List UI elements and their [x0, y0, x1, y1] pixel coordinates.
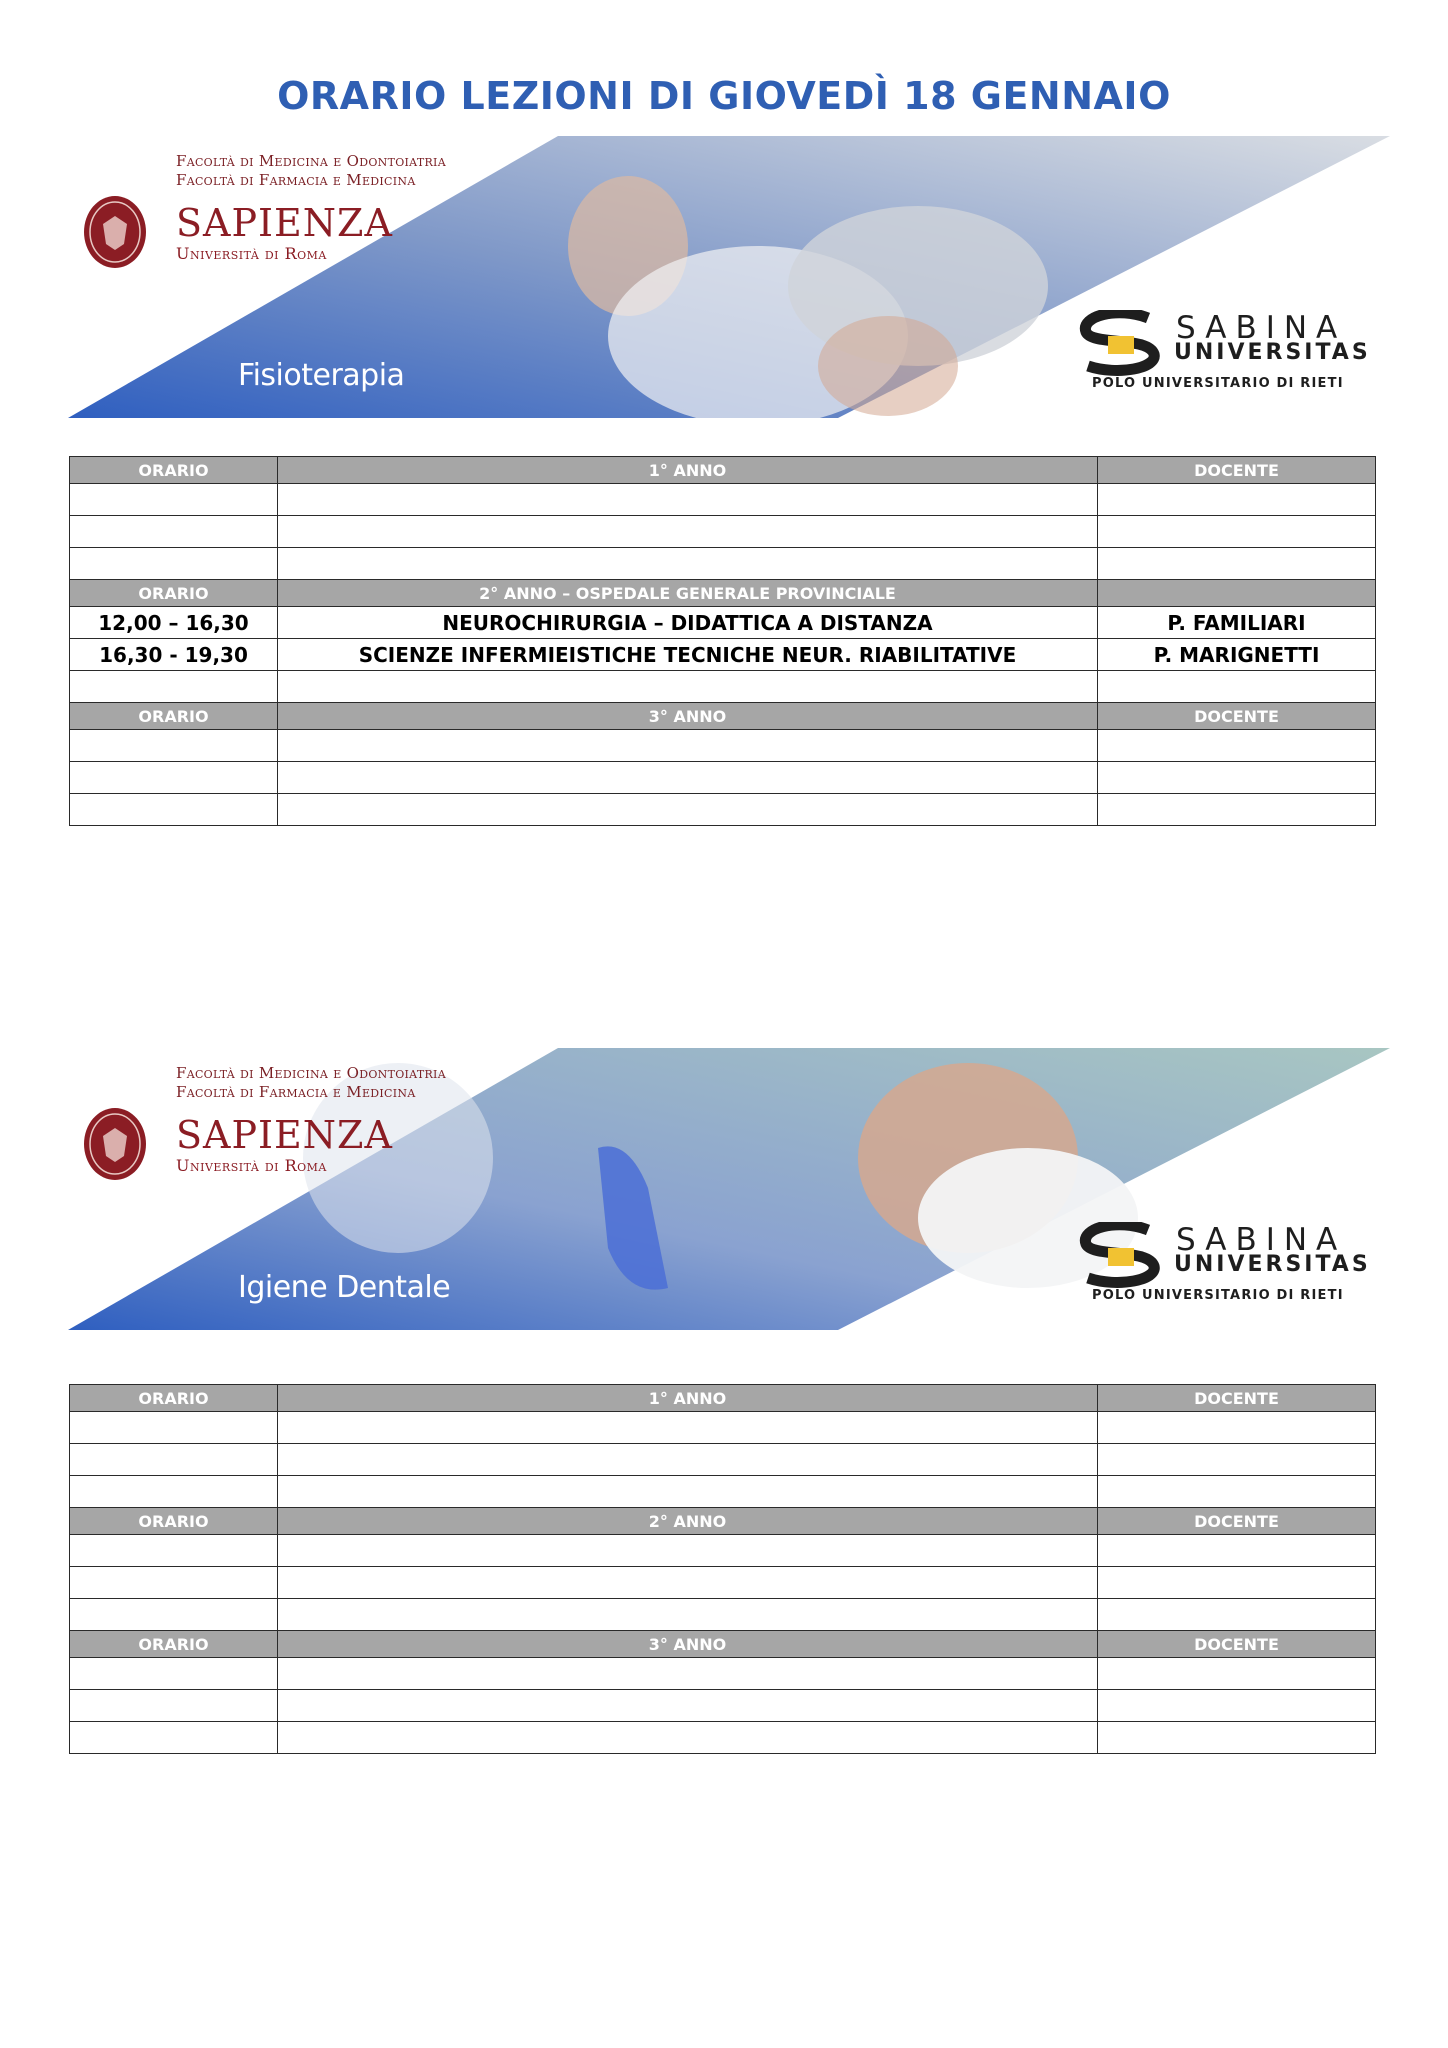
cell-lezione [278, 762, 1098, 794]
partner-subtitle: UNIVERSITAS [1174, 340, 1371, 365]
table-row [70, 1658, 1376, 1690]
cell-lezione: SCIENZE INFERMIEISTICHE TECNICHE NEUR. RIABILITATIVE [278, 639, 1098, 671]
section-header [70, 580, 1376, 607]
cell-orario: 16,30 - 19,30 [70, 639, 278, 671]
header-orario: ORARIO [70, 703, 278, 730]
header-orario: ORARIO [70, 1631, 278, 1658]
cell-orario [70, 548, 278, 580]
header-docente: DOCENTE [1098, 457, 1376, 484]
table-row [70, 794, 1376, 826]
university-name: SAPIENZA [176, 1113, 393, 1157]
table-row [70, 1690, 1376, 1722]
cell-docente [1098, 1599, 1376, 1631]
cell-lezione: NEUROCHIRURGIA – DIDATTICA A DISTANZA [278, 607, 1098, 639]
cell-lezione [278, 1599, 1098, 1631]
cell-lezione [278, 1722, 1098, 1754]
university-name: SAPIENZA [176, 201, 393, 245]
cell-orario [70, 1535, 278, 1567]
cell-docente [1098, 516, 1376, 548]
cell-lezione [278, 794, 1098, 826]
schedule-table-igiene-dentale [69, 1384, 1376, 1754]
header-docente [1098, 580, 1376, 607]
table-row [70, 730, 1376, 762]
cell-lezione [278, 1690, 1098, 1722]
cell-lezione [278, 1412, 1098, 1444]
partner-subtitle: UNIVERSITAS [1174, 1252, 1371, 1277]
header-anno: 2° ANNO [278, 1508, 1098, 1535]
schedule-table-fisioterapia [69, 456, 1376, 826]
header-orario: ORARIO [70, 1385, 278, 1412]
course-name: Fisioterapia [238, 358, 405, 393]
header-docente: DOCENTE [1098, 1385, 1376, 1412]
cell-orario [70, 730, 278, 762]
section-header [70, 1631, 1376, 1658]
sapienza-seal-icon [82, 194, 148, 270]
page-title: ORARIO LEZIONI DI GIOVEDÌ 18 GENNAIO [277, 74, 1171, 118]
cell-orario [70, 516, 278, 548]
cell-lezione [278, 1476, 1098, 1508]
cell-docente [1098, 484, 1376, 516]
banner-fisioterapia [68, 136, 1390, 418]
table-row [70, 1567, 1376, 1599]
faculty-line-2: Facoltà di Farmacia e Medicina [176, 1083, 416, 1101]
faculty-line-2: Facoltà di Farmacia e Medicina [176, 171, 416, 189]
table-row [70, 1476, 1376, 1508]
cell-docente [1098, 1567, 1376, 1599]
cell-orario [70, 1567, 278, 1599]
cell-docente: P. MARIGNETTI [1098, 639, 1376, 671]
table-row [70, 639, 1376, 671]
cell-orario [70, 1658, 278, 1690]
section-header [70, 703, 1376, 730]
header-docente: DOCENTE [1098, 1631, 1376, 1658]
cell-lezione [278, 484, 1098, 516]
partner-polo: POLO UNIVERSITARIO DI RIETI [1092, 376, 1344, 391]
cell-orario [70, 1444, 278, 1476]
cell-orario [70, 484, 278, 516]
faculty-line-1: Facoltà di Medicina e Odontoiatria [176, 1064, 446, 1082]
cell-lezione [278, 516, 1098, 548]
section-header [70, 457, 1376, 484]
sabina-s-icon [1078, 310, 1168, 376]
cell-docente [1098, 1722, 1376, 1754]
cell-orario [70, 671, 278, 703]
university-subtitle: Università di Roma [176, 244, 327, 263]
table-row [70, 484, 1376, 516]
section-header [70, 1385, 1376, 1412]
cell-orario [70, 1690, 278, 1722]
section-header [70, 1508, 1376, 1535]
header-orario: ORARIO [70, 580, 278, 607]
header-orario: ORARIO [70, 1508, 278, 1535]
cell-docente [1098, 1412, 1376, 1444]
course-name: Igiene Dentale [238, 1270, 451, 1305]
table-row [70, 516, 1376, 548]
sabina-s-icon [1078, 1222, 1168, 1288]
cell-docente [1098, 1476, 1376, 1508]
cell-docente [1098, 1690, 1376, 1722]
sabina-logo [1078, 1222, 1378, 1312]
sapienza-seal-icon [82, 1106, 148, 1182]
cell-lezione [278, 671, 1098, 703]
university-subtitle: Università di Roma [176, 1156, 327, 1175]
table-row [70, 1412, 1376, 1444]
cell-orario: 12,00 – 16,30 [70, 607, 278, 639]
header-anno: 3° ANNO [278, 1631, 1098, 1658]
header-anno: 3° ANNO [278, 703, 1098, 730]
cell-lezione [278, 1658, 1098, 1690]
table-row [70, 548, 1376, 580]
cell-lezione [278, 1567, 1098, 1599]
cell-docente: P. FAMILIARI [1098, 607, 1376, 639]
cell-docente [1098, 794, 1376, 826]
cell-orario [70, 1722, 278, 1754]
table-row [70, 671, 1376, 703]
cell-orario [70, 1412, 278, 1444]
cell-orario [70, 1476, 278, 1508]
header-anno: 1° ANNO [278, 457, 1098, 484]
cell-docente [1098, 671, 1376, 703]
cell-orario [70, 762, 278, 794]
cell-lezione [278, 548, 1098, 580]
banner-igiene-dentale [68, 1048, 1390, 1330]
partner-name: SABINA [1176, 1222, 1347, 1258]
partner-name: SABINA [1176, 310, 1347, 346]
cell-orario [70, 794, 278, 826]
cell-docente [1098, 548, 1376, 580]
header-docente: DOCENTE [1098, 703, 1376, 730]
cell-docente [1098, 1444, 1376, 1476]
cell-docente [1098, 1535, 1376, 1567]
table-row [70, 1599, 1376, 1631]
table-row [70, 762, 1376, 794]
cell-lezione [278, 1535, 1098, 1567]
cell-docente [1098, 1658, 1376, 1690]
cell-lezione [278, 1444, 1098, 1476]
table-row [70, 607, 1376, 639]
header-orario: ORARIO [70, 457, 278, 484]
cell-orario [70, 1599, 278, 1631]
cell-lezione [278, 730, 1098, 762]
cell-docente [1098, 730, 1376, 762]
cell-docente [1098, 762, 1376, 794]
header-anno: 1° ANNO [278, 1385, 1098, 1412]
sabina-logo [1078, 310, 1378, 400]
table-row [70, 1535, 1376, 1567]
table-row [70, 1444, 1376, 1476]
partner-polo: POLO UNIVERSITARIO DI RIETI [1092, 1288, 1344, 1303]
header-anno: 2° ANNO – OSPEDALE GENERALE PROVINCIALE [278, 580, 1098, 607]
faculty-line-1: Facoltà di Medicina e Odontoiatria [176, 152, 446, 170]
header-docente: DOCENTE [1098, 1508, 1376, 1535]
table-row [70, 1722, 1376, 1754]
